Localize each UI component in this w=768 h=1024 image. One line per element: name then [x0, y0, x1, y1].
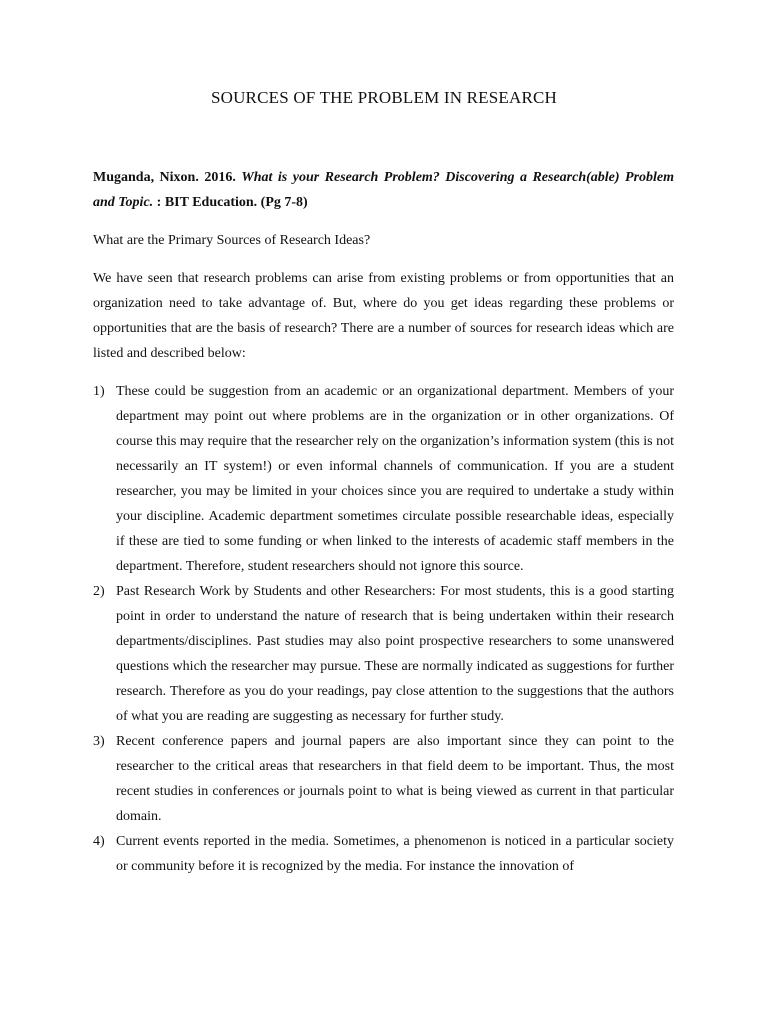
- list-item-number: 4): [93, 834, 105, 849]
- list-item: [93, 729, 674, 829]
- citation-separator: :: [156, 195, 162, 210]
- list-item-number: 2): [93, 584, 105, 599]
- document-title: SOURCES OF THE PROBLEM IN RESEARCH: [210, 88, 558, 107]
- list-item-text: Past Research Work by Students and other Researchers: For most students, this is a good starting point in order to understand the nature of research that is being undertaken within their research departments/disciplines. Past studies may also point prospective researchers to some unanswered questions which the researcher may pursue. These are normally indicated as suggestions for further research. Therefore as you do your readings, pay close attention to the suggestions that the authors of what you are reading are suggesting as necessary for further study.: [116, 584, 674, 724]
- intro-paragraph: We have seen that research problems can arise from existing problems or from opportunities that an organization need to take advantage of. But, where do you get ideas regarding these problems or opportunities that are the basis of research? There are a number of sources for research ideas which are listed and described below:: [93, 271, 674, 361]
- section-question: What are the Primary Sources of Research Ideas?: [93, 233, 371, 248]
- list-item-number: 1): [93, 384, 105, 399]
- list-item-text: These could be suggestion from an academic or an organizational department. Members of your department may point out where problems are in the organization or in other organizations. Of course this may require that the researcher rely on the organization’s information system (this is not necessarily an IT system!) or even informal channels of communication. If you are a student researcher, you may be limited in your choices since you are required to undertake a study within your discipline. Academic department sometimes circulate possible researchable ideas, especially if these are tied to some funding or when linked to the interests of academic staff members in the department. Therefore, student researchers should not ignore this source.: [116, 384, 674, 574]
- citation-publisher: BIT Education. (Pg 7-8): [164, 195, 308, 210]
- list-item-text: Recent conference papers and journal papers are also important since they can point to the researcher to the critical areas that researchers in that field deem to be important. Thus, the most recent studies in conferences or journals point to what is being viewed as current in that particular domain.: [116, 734, 674, 824]
- citation: [93, 165, 674, 215]
- list-item-text: Current events reported in the media. Sometimes, a phenomenon is noticed in a particular society or community before it is recognized by the media. For instance the innovation of: [116, 834, 674, 874]
- list-item-number: 3): [93, 734, 105, 749]
- citation-authors: Muganda, Nixon. 2016.: [93, 170, 236, 185]
- citation-work-title: What is your Research Problem? Discovering a Research(able) Problem and Topic.: [93, 170, 675, 210]
- list-item: [93, 579, 674, 729]
- list-item: [93, 379, 674, 579]
- list-item: [93, 829, 674, 879]
- sources-list: [93, 379, 674, 879]
